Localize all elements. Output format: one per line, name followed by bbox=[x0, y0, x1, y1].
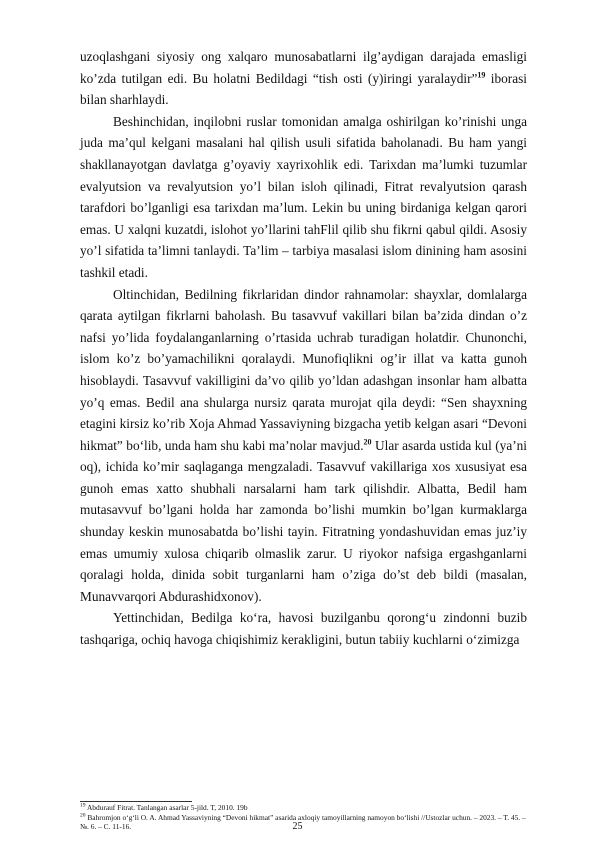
paragraph-text: Yettinchidan, Bedilga ko‘ra, havosi buzilganbu qorong‘u zindonni buzib tashqariga, ochiq havoga chiqishimiz kerakligini, butun tabiiy kuchlarni o‘zimizga bbox=[80, 610, 527, 648]
paragraph bbox=[80, 46, 527, 111]
paragraph bbox=[80, 284, 527, 608]
body-text bbox=[80, 46, 527, 651]
footnote-text: Abdurauf Fitrat. Tanlangan asarlar 5-jild. T, 2010. 19b bbox=[85, 803, 248, 812]
paragraph-text: Ular asarda ustida kul (ya’ni oq), ichida ko’mir saqlaganga mengzaladi. Tasavvuf vakillariga xos xususiyat esa gunoh emas xatto shubhali narsalarni ham tark qilishdir. Albatta, Bedil ham mutasavvuf bo’lgani holda har zamonda bo’lishi mumkin bo’lgan kurmaklarga shunday keskin munosabatda bo’lishi tayin. Fitratning yondashuvidan emas juz’iy emas umumiy xulosa chiqarib olmaslik zarur. U riyokor nafsiga ergashganlarni qoralagi holda, dinida sobit turganlarni ham o’ziga do’st deb bildi (masalan, Munavvarqori Abdurashidxonov). bbox=[80, 437, 527, 604]
paragraph-text: iborasi bilan sharhlaydi. bbox=[80, 70, 527, 108]
footnote-separator bbox=[80, 801, 192, 802]
footnote-number: 20 bbox=[80, 812, 86, 819]
footnote bbox=[80, 803, 530, 813]
page-number: 25 bbox=[292, 821, 303, 832]
paragraph bbox=[80, 111, 527, 284]
paragraph-text: Oltinchidan, Bedilning fikrlaridan dindor rahnamolar: shayxlar, domlalarga qarata aytilgan fikrlarni baholash. Bu tasavvuf vakillari bilan ba’zida dindan o’z nafsi yo’lida foydalanganlarning o’rtasida uchrab turadigan holatdir. Chunonchi, islom ko’z bo’yamachilikni qoralaydi. Munofiqlikni og’ir illat va katta gunoh hisoblaydi. Tasavvuf vakilligini da’vo qilib yo’ldan adashgan insonlar ham albatta yo’q emas. Bedil ana shularga nursiz qarata murojat qila deydi: “Sen shayxning etagini kirsiz ko’rib Xoja Ahmad Yassaviyning bizgacha yetib kelgan asari “Devoni hikmat” bo‘lib, unda ham shu kabi ma’nolar mavjud. bbox=[80, 286, 527, 453]
paragraph bbox=[80, 607, 527, 650]
footnote-reference: 19 bbox=[477, 70, 486, 80]
paragraph-text: uzoqlashgani siyosiy ong xalqaro munosabatlarni ilg’aydigan darajada emasligi ko’zda tutilgan edi. Bu holatni Bedildagi “tish osti (y)iringi yaralaydir” bbox=[80, 49, 527, 86]
footnote-number: 19 bbox=[80, 802, 86, 809]
footnote-reference: 20 bbox=[363, 437, 372, 447]
paragraph-text: Beshinchidan, inqilobni ruslar tomonidan amalga oshirilgan ko’rinishi unga juda ma’qul kelgani masalani hal qilish usuli sifatida baholanadi. Bu ham yangi shakllanayotgan davlatga g’oyaviy xayrixohlik edi. Tarixdan ma’lumki tuzumlar evalyutsion va revalyutsion yo’l bilan isloh qilinadi, Fitrat revalyutsion qarash tarafdori bo’lganligi esa tarixdan ma’lum. Lekin bu uning birdaniga kelgan qarori emas. U xalqni kuzatdi, islohot yo’llarini tahFlil qilib shu fikrni qabul qildi. Asosiy yo’l sifatida ta’limni tanlaydi. Ta’lim – tarbiya masalasi islom dinining ham asosini tashkil etadi. bbox=[80, 113, 527, 280]
footnote-text: Bahromjon o‘g‘li O. A. Ahmad Yassaviyning “Devoni hikmat” asarida axloqiy tamoyillarning namoyon bo‘lishi //Ustozlar uchun. – 2023. – Т. 45. – №. 6. – С. 11-16. bbox=[80, 812, 526, 832]
